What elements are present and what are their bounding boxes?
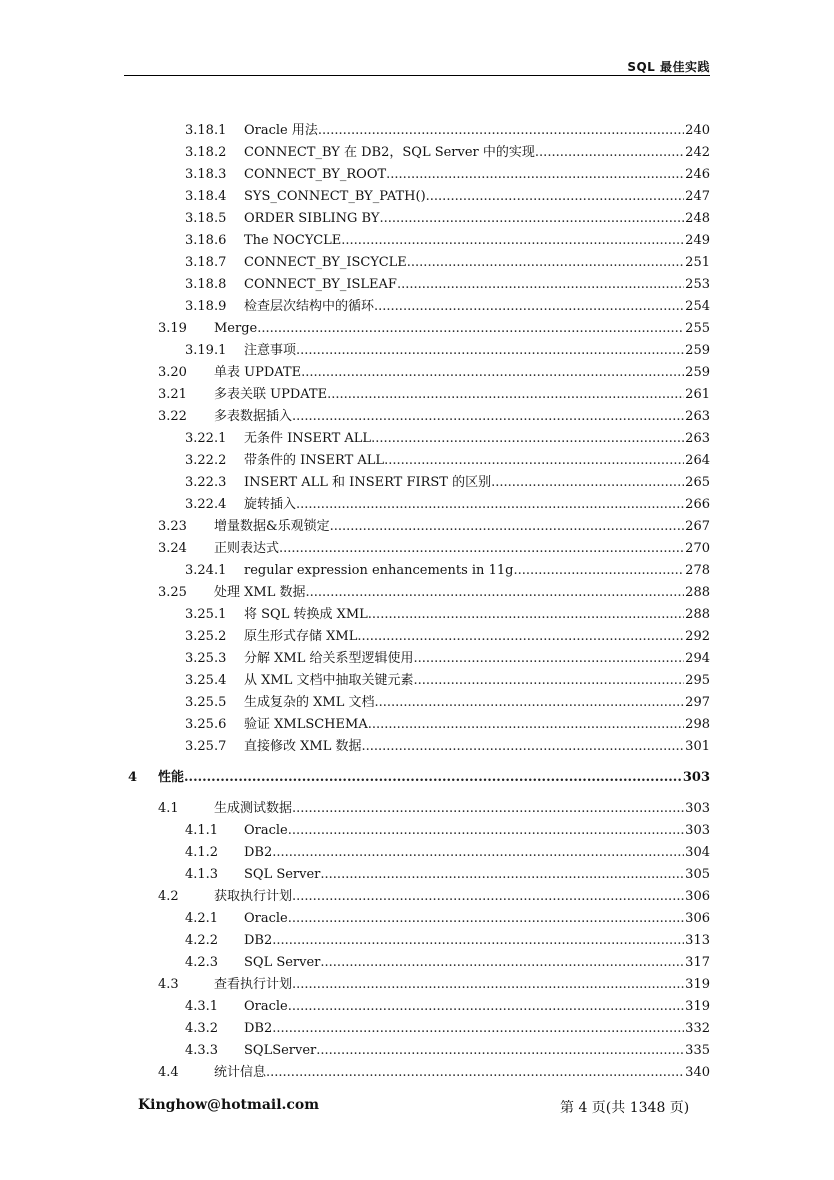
toc-entry-leader	[244, 692, 710, 714]
dot-leader	[184, 767, 682, 789]
page-header	[124, 52, 710, 76]
toc-entry-number: 3.22.4	[185, 497, 227, 512]
toc-entry[interactable]	[0, 538, 834, 560]
toc-entry-title: DB2	[244, 845, 273, 860]
toc-entry-title: DB2	[244, 1021, 273, 1036]
dot-leader	[535, 142, 684, 164]
toc-entry-number: 3.18.5	[185, 211, 227, 226]
dot-leader	[384, 450, 684, 472]
toc-entry-leader	[158, 767, 710, 789]
toc-entry-leader	[214, 516, 710, 538]
dot-leader	[296, 494, 684, 516]
toc-entry-page: 267	[685, 519, 710, 534]
toc-entry-page: 259	[685, 365, 710, 380]
toc-entry[interactable]	[0, 820, 834, 842]
toc-entry-title: 处理 XML 数据	[214, 585, 306, 600]
toc-entry-number: 3.25.3	[185, 651, 227, 666]
toc-entry-title: 查看执行计划	[214, 977, 293, 992]
dot-leader	[288, 820, 684, 842]
toc-entry-page: 340	[685, 1065, 710, 1080]
dot-leader	[374, 296, 684, 318]
toc-entry-number: 4.4	[158, 1065, 179, 1080]
toc-entry[interactable]	[0, 670, 834, 692]
toc-entry-page: 249	[685, 233, 710, 248]
toc-entry-page: 253	[685, 277, 710, 292]
toc-entry-number: 3.25	[158, 585, 187, 600]
toc-entry-leader	[214, 886, 710, 908]
dot-leader	[266, 1062, 684, 1084]
toc-entry-title: INSERT ALL 和 INSERT FIRST 的区别	[244, 475, 492, 490]
toc-entry-title: 将 SQL 转换成 XML	[244, 607, 368, 622]
toc-entry-page: 247	[685, 189, 710, 204]
toc-entry-number: 3.22.1	[185, 431, 227, 446]
toc-entry-title: 正则表达式	[214, 541, 280, 556]
toc-entry-number: 3.24	[158, 541, 187, 556]
toc-entry-page: 303	[685, 823, 710, 838]
toc-entry-leader	[244, 736, 710, 758]
page-footer	[0, 1097, 834, 1119]
toc-entry-leader	[244, 1040, 710, 1062]
toc-entry-page: 246	[685, 167, 710, 182]
toc-entry-number: 4.3.2	[185, 1021, 219, 1036]
toc-entry-page: 298	[685, 717, 710, 732]
toc-entry[interactable]	[0, 974, 834, 996]
toc-entry[interactable]	[0, 472, 834, 494]
toc-entry-page: 305	[685, 867, 710, 882]
toc-entry-number: 3.23	[158, 519, 187, 534]
toc-entry-page: 248	[685, 211, 710, 226]
toc-entry-title: 检查层次结构中的循环	[244, 299, 375, 314]
dot-leader	[368, 714, 684, 736]
toc-entry-number: 4.2	[158, 889, 179, 904]
toc-entry-leader	[244, 340, 710, 362]
toc-entry[interactable]	[0, 626, 834, 648]
dot-leader	[292, 886, 684, 908]
dot-leader	[292, 974, 684, 996]
toc-entry[interactable]	[0, 120, 834, 142]
toc-entry[interactable]	[0, 450, 834, 472]
toc-entry-leader	[244, 296, 710, 318]
toc-entry-number: 4.1.2	[185, 845, 219, 860]
toc-entry-leader	[244, 230, 710, 252]
toc-entry-leader	[244, 494, 710, 516]
toc-entry-leader	[214, 384, 710, 406]
toc-entry-number: 4.2.1	[185, 911, 219, 926]
toc-entry-leader	[244, 996, 710, 1018]
toc-entry-leader	[244, 208, 710, 230]
toc-entry-leader	[244, 164, 710, 186]
toc-entry[interactable]	[0, 208, 834, 230]
dot-leader	[257, 318, 684, 340]
toc-entry-page: 266	[685, 497, 710, 512]
toc-entry-title: 原生形式存储 XML	[244, 629, 358, 644]
dot-leader	[327, 384, 684, 406]
dot-leader	[361, 736, 684, 758]
dot-leader	[272, 842, 684, 864]
toc-entry-title: SQLServer	[244, 1043, 317, 1058]
toc-entry[interactable]	[0, 164, 834, 186]
toc-entry[interactable]	[0, 604, 834, 626]
dot-leader	[288, 908, 684, 930]
toc-entry-title: 旋转插入	[244, 497, 297, 512]
toc-entry-page: 242	[685, 145, 710, 160]
toc-entry-leader	[244, 120, 710, 142]
toc-entry-title: 生成测试数据	[214, 801, 293, 816]
dot-leader	[305, 582, 684, 604]
toc-entry-number: 3.22.3	[185, 475, 227, 490]
toc-entry-title: Merge	[214, 321, 258, 336]
toc-entry[interactable]	[0, 1040, 834, 1062]
toc-entry[interactable]	[0, 714, 834, 736]
toc-entry[interactable]	[0, 996, 834, 1018]
toc-entry-title: 直接修改 XML 数据	[244, 739, 362, 754]
toc-entry-leader	[244, 428, 710, 450]
toc-entry-leader	[244, 820, 710, 842]
toc-entry-page: 332	[685, 1021, 710, 1036]
toc-entry-page: 313	[685, 933, 710, 948]
toc-entry[interactable]	[0, 186, 834, 208]
toc-entry[interactable]	[0, 886, 834, 908]
toc-entry[interactable]	[0, 560, 834, 582]
toc-entry-number: 4.3.3	[185, 1043, 219, 1058]
toc-entry-page: 288	[685, 585, 710, 600]
toc-entry-title: CONNECT_BY_ISLEAF	[244, 277, 397, 292]
toc-entry-title: CONNECT_BY_ROOT	[244, 167, 387, 182]
toc-entry-leader	[244, 274, 710, 296]
dot-leader	[330, 516, 685, 538]
toc-entry-page: 319	[685, 999, 710, 1014]
dot-leader	[397, 274, 684, 296]
toc-entry-number: 3.22.2	[185, 453, 227, 468]
dot-leader	[413, 648, 684, 670]
toc-entry-page: 263	[685, 409, 710, 424]
toc-entry-leader	[244, 864, 710, 886]
toc-entry-leader	[244, 604, 710, 626]
toc-entry[interactable]	[0, 736, 834, 758]
toc-entry-number: 4.2.3	[185, 955, 219, 970]
dot-leader	[413, 670, 684, 692]
toc-entry-page: 259	[685, 343, 710, 358]
toc-entry-title: 分解 XML 给关系型逻辑使用	[244, 651, 414, 666]
toc-entry-title: 注意事项	[244, 343, 297, 358]
dot-leader	[513, 560, 684, 582]
toc-entry[interactable]	[0, 952, 834, 974]
toc-entry-leader	[214, 362, 710, 384]
toc-entry[interactable]	[0, 274, 834, 296]
toc-entry-leader	[244, 714, 710, 736]
footer-page-number: 第 4 页(共 1348 页)	[560, 1100, 690, 1116]
toc-entry[interactable]	[0, 340, 834, 362]
toc-entry-page: 297	[685, 695, 710, 710]
dot-leader	[386, 164, 684, 186]
toc-entry-leader	[244, 908, 710, 930]
toc-entry-title: DB2	[244, 933, 273, 948]
dot-leader	[288, 996, 684, 1018]
toc-entry-number: 3.18.6	[185, 233, 227, 248]
header-title: SQL 最佳实践	[627, 60, 710, 74]
toc-entry-title: The NOCYCLE	[244, 233, 342, 248]
dot-leader	[379, 208, 684, 230]
toc-entry-page: 319	[685, 977, 710, 992]
toc-entry-page: 294	[685, 651, 710, 666]
toc-entry[interactable]	[0, 516, 834, 538]
toc-entry-number: 3.19	[158, 321, 187, 336]
toc-entry-number: 3.18.1	[185, 123, 227, 138]
toc-entry-number: 3.25.4	[185, 673, 227, 688]
toc-entry-leader	[244, 670, 710, 692]
toc-entry-title: SYS_CONNECT_BY_PATH()	[244, 189, 426, 204]
toc-entry-number: 3.25.2	[185, 629, 227, 644]
header-rule	[124, 75, 710, 76]
toc-entry-number: 3.20	[158, 365, 187, 380]
toc-entry-title: 生成复杂的 XML 文档	[244, 695, 375, 710]
toc-entry-leader	[244, 450, 710, 472]
toc-entry-page: 295	[685, 673, 710, 688]
toc-entry-page: 303	[682, 770, 710, 785]
toc-entry[interactable]	[0, 252, 834, 274]
dot-leader	[371, 428, 684, 450]
toc-entry-leader	[214, 582, 710, 604]
toc-entry-number: 4.1.1	[185, 823, 219, 838]
toc-entry-number: 4.3.1	[185, 999, 219, 1014]
toc-entry-page: 335	[685, 1043, 710, 1058]
toc-entry-page: 278	[685, 563, 710, 578]
toc-entry-leader	[244, 842, 710, 864]
dot-leader	[272, 930, 684, 952]
toc-entry-page: 304	[685, 845, 710, 860]
toc-entry-page: 303	[685, 801, 710, 816]
toc-entry-title: CONNECT_BY 在 DB2，SQL Server 中的实现	[244, 145, 535, 160]
dot-leader	[272, 1018, 684, 1040]
toc-entry-title: CONNECT_BY_ISCYCLE	[244, 255, 407, 270]
toc-entry-title: 获取执行计划	[214, 889, 293, 904]
toc-entry-page: 264	[685, 453, 710, 468]
toc-entry[interactable]	[0, 296, 834, 318]
toc-entry-title: SQL Server	[244, 955, 321, 970]
toc-entry-leader	[244, 142, 710, 164]
toc-entry-page: 254	[685, 299, 710, 314]
toc-entry-number: 3.25.7	[185, 739, 227, 754]
toc-entry-number: 3.18.4	[185, 189, 227, 204]
dot-leader	[374, 692, 684, 714]
toc-entry-leader	[244, 626, 710, 648]
toc-entry-leader	[214, 1062, 710, 1084]
toc-entry-number: 3.22	[158, 409, 187, 424]
dot-leader	[292, 406, 684, 428]
toc-entry-page: 306	[685, 889, 710, 904]
toc-entry-leader	[244, 648, 710, 670]
dot-leader	[318, 120, 684, 142]
toc-entry-number: 3.24.1	[185, 563, 227, 578]
toc-entry-page: 240	[685, 123, 710, 138]
dot-leader	[292, 798, 684, 820]
footer-email: Kinghow@hotmail.com	[138, 1097, 320, 1113]
toc-entry-number: 3.18.2	[185, 145, 227, 160]
toc-entry-page: 288	[685, 607, 710, 622]
toc-entry[interactable]	[0, 406, 834, 428]
toc-entry-title: Oracle	[244, 999, 288, 1014]
toc-entry-leader	[244, 1018, 710, 1040]
toc-entry-leader	[214, 538, 710, 560]
toc-entry[interactable]	[0, 230, 834, 252]
toc-entry-title: 验证 XMLSCHEMA	[244, 717, 368, 732]
toc-entry-leader	[244, 952, 710, 974]
toc-entry[interactable]	[0, 648, 834, 670]
toc-entry-title: Oracle	[244, 911, 288, 926]
toc-entry-title: ORDER SIBLING BY	[244, 211, 380, 226]
toc-entry-number: 3.25.1	[185, 607, 227, 622]
toc-entry[interactable]	[0, 1062, 834, 1084]
toc-entry[interactable]	[0, 384, 834, 406]
toc-entry-page: 265	[685, 475, 710, 490]
toc-entry-number: 3.25.5	[185, 695, 227, 710]
toc-entry-leader	[244, 186, 710, 208]
toc-entry[interactable]	[0, 930, 834, 952]
dot-leader	[491, 472, 684, 494]
toc-entry-title: 多表关联 UPDATE	[214, 387, 328, 402]
toc-entry[interactable]	[0, 494, 834, 516]
toc-entry[interactable]	[0, 362, 834, 384]
toc-entry[interactable]	[0, 142, 834, 164]
toc-entry-number: 3.18.3	[185, 167, 227, 182]
toc-entry-leader	[244, 472, 710, 494]
toc-entry-number: 3.18.7	[185, 255, 227, 270]
toc-entry-number: 3.18.9	[185, 299, 227, 314]
dot-leader	[341, 230, 684, 252]
toc-entry-title: 增量数据&乐观锁定	[214, 519, 330, 534]
toc-entry-page: 270	[685, 541, 710, 556]
dot-leader	[407, 252, 684, 274]
dot-leader	[357, 626, 684, 648]
dot-leader	[426, 186, 685, 208]
toc-entry-title: Oracle	[244, 823, 288, 838]
toc-entry-leader	[244, 930, 710, 952]
toc-entry-number: 3.25.6	[185, 717, 227, 732]
toc-entry-number: 3.21	[158, 387, 187, 402]
toc-entry-title: 无条件 INSERT ALL	[244, 431, 372, 446]
toc-entry[interactable]	[0, 582, 834, 604]
toc-entry-page: 292	[685, 629, 710, 644]
dot-leader	[301, 362, 684, 384]
toc-entry[interactable]	[0, 798, 834, 820]
dot-leader	[316, 1040, 684, 1062]
toc-entry-page: 301	[685, 739, 710, 754]
toc-entry[interactable]	[0, 767, 834, 789]
toc-entry-title: 单表 UPDATE	[214, 365, 302, 380]
toc-entry[interactable]	[0, 428, 834, 450]
toc-entry-number: 3.19.1	[185, 343, 227, 358]
toc-entry-title: 多表数据插入	[214, 409, 293, 424]
toc-entry-page: 263	[685, 431, 710, 446]
toc-entry[interactable]	[0, 908, 834, 930]
toc-entry-number: 4.2.2	[185, 933, 219, 948]
dot-leader	[320, 952, 684, 974]
toc-entry-title: regular expression enhancements in 11g	[244, 563, 514, 578]
toc-entry-leader	[214, 798, 710, 820]
toc-entry-page: 306	[685, 911, 710, 926]
dot-leader	[296, 340, 684, 362]
toc-entry-number: 4	[128, 770, 138, 785]
toc-entry-page: 255	[685, 321, 710, 336]
toc-entry-leader	[244, 252, 710, 274]
toc-entry-title: SQL Server	[244, 867, 321, 882]
toc-entry-title: 带条件的 INSERT ALL	[244, 453, 385, 468]
toc-entry-title: 统计信息	[214, 1065, 267, 1080]
dot-leader	[320, 864, 684, 886]
toc-entry-leader	[214, 974, 710, 996]
toc-entry[interactable]	[0, 1018, 834, 1040]
toc-entry-title: Oracle 用法	[244, 123, 318, 138]
toc-entry-title: 性能	[158, 770, 185, 785]
toc-entry-leader	[244, 560, 710, 582]
toc-entry-number: 4.1	[158, 801, 179, 816]
toc-entry-number: 4.1.3	[185, 867, 219, 882]
toc-entry-page: 251	[685, 255, 710, 270]
toc-entry-number: 3.18.8	[185, 277, 227, 292]
toc-entry[interactable]	[0, 864, 834, 886]
toc-entry-page: 317	[685, 955, 710, 970]
toc-entry[interactable]	[0, 318, 834, 340]
toc-entry-title: 从 XML 文档中抽取关键元素	[244, 673, 414, 688]
toc-entry[interactable]	[0, 842, 834, 864]
toc-entry-page: 261	[685, 387, 710, 402]
toc-entry-number: 4.3	[158, 977, 179, 992]
toc-entry-leader	[214, 406, 710, 428]
toc-entry-leader	[214, 318, 710, 340]
dot-leader	[368, 604, 684, 626]
toc-entry[interactable]	[0, 692, 834, 714]
dot-leader	[279, 538, 684, 560]
